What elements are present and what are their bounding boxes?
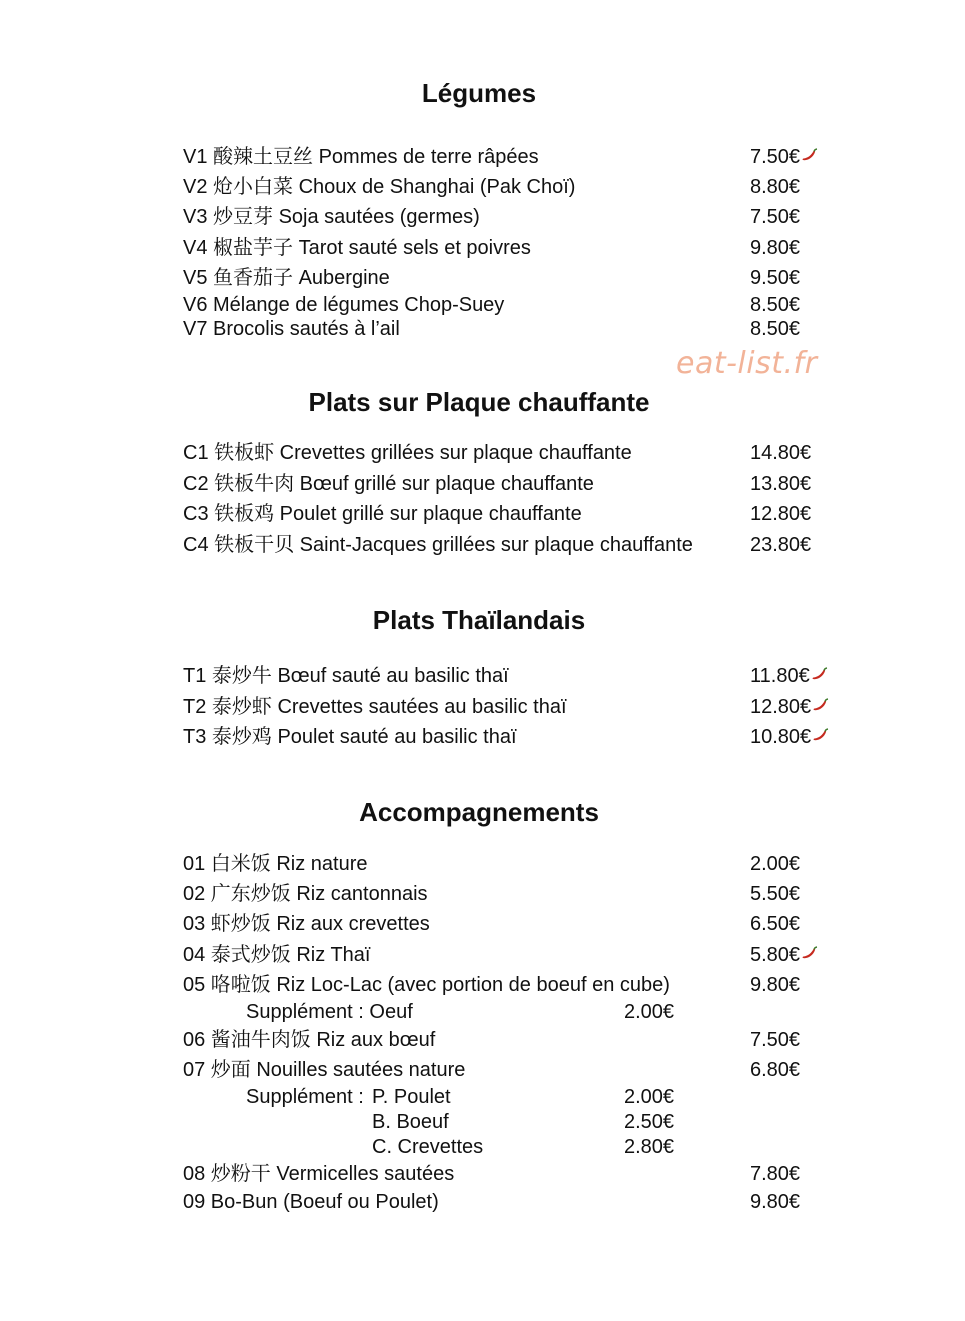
- menu-item-t3: [0, 724, 965, 750]
- menu-item-07: [0, 1057, 965, 1083]
- item-name: 02 广东炒饭 Riz cantonnais: [183, 883, 428, 905]
- menu-item-v1: [0, 144, 965, 170]
- item-price: 7.50€: [750, 146, 801, 168]
- item-price: 5.80€: [750, 944, 801, 966]
- menu-item-v6: [0, 292, 965, 318]
- item-price: 11.80€: [750, 665, 810, 687]
- menu-item-08: [0, 1161, 965, 1187]
- menu-item-v5: [0, 265, 965, 291]
- menu-item-01: [0, 851, 965, 877]
- section-title-accompagnements: Accompagnements: [359, 797, 599, 827]
- item-name: V2 炝小白菜 Choux de Shanghai (Pak Choï): [183, 176, 576, 198]
- item-name: V4 椒盐芋子 Tarot sauté sels et poivres: [183, 237, 531, 259]
- item-name: 04 泰式炒饭 Riz Thaï: [183, 944, 371, 966]
- item-price: 14.80€: [750, 442, 812, 464]
- supplement-row-oeuf: [0, 999, 965, 1025]
- item-price: 5.50€: [750, 883, 801, 905]
- item-name: T1 泰炒牛 Bœuf sauté au basilic thaï: [183, 665, 509, 687]
- item-name: V3 炒豆芽 Soja sautées (germes): [183, 206, 480, 228]
- item-price: 12.80€: [750, 696, 812, 718]
- supplement-row-crevettes: [0, 1134, 965, 1160]
- item-name: V5 鱼香茄子 Aubergine: [183, 267, 390, 289]
- item-price: 10.80€: [750, 726, 812, 748]
- item-price-cell: [750, 144, 818, 170]
- item-price: 23.80€: [750, 534, 812, 556]
- menu-item-02: [0, 881, 965, 907]
- item-price: 12.80€: [750, 503, 812, 525]
- menu-item-c4: [0, 532, 965, 558]
- item-name: T3 泰炒鸡 Poulet sauté au basilic thaï: [183, 726, 517, 748]
- menu-item-v7: [0, 316, 965, 342]
- item-price: 9.80€: [750, 974, 801, 996]
- item-price: 13.80€: [750, 473, 812, 495]
- supplement-price: 2.00€: [624, 1001, 675, 1023]
- item-price: 9.80€: [750, 1191, 801, 1213]
- item-price: 7.50€: [750, 1029, 801, 1051]
- item-price: 2.00€: [750, 853, 801, 875]
- item-price: 8.50€: [750, 318, 801, 340]
- item-price-cell: [750, 694, 829, 720]
- item-name: 01 白米饭 Riz nature: [183, 853, 368, 875]
- item-price: 8.80€: [750, 176, 801, 198]
- item-name: 05 咯啦饭 Riz Loc-Lac (avec portion de boeuf en cube): [183, 974, 670, 996]
- item-name: 09 Bo-Bun (Boeuf ou Poulet): [183, 1191, 439, 1213]
- menu-item-t1: [0, 663, 965, 689]
- menu-item-05: [0, 972, 965, 998]
- menu-item-c3: [0, 501, 965, 527]
- item-name: 08 炒粉干 Vermicelles sautées: [183, 1163, 455, 1185]
- item-name: C4 铁板干贝 Saint-Jacques grillées sur plaque chauffante: [183, 534, 693, 556]
- supplement-label: Supplément : Oeuf: [246, 1001, 413, 1023]
- supplement-price: 2.00€: [624, 1086, 675, 1108]
- item-price: 7.80€: [750, 1163, 801, 1185]
- item-price: 9.80€: [750, 237, 801, 259]
- menu-item-v3: [0, 204, 965, 230]
- supplement-row-boeuf: [0, 1109, 965, 1135]
- supplement-price: 2.80€: [624, 1136, 675, 1158]
- item-price: 6.50€: [750, 913, 801, 935]
- item-name: V7 Brocolis sautés à l’ail: [183, 318, 400, 340]
- supplement-name: C. Crevettes: [372, 1136, 484, 1158]
- menu-item-04: [0, 942, 965, 968]
- item-price-cell: [750, 663, 828, 689]
- section-title-legumes: Légumes: [421, 78, 537, 108]
- chili-icon: [813, 693, 829, 719]
- item-price: 6.80€: [750, 1059, 801, 1081]
- item-name: 06 酱油牛肉饭 Riz aux bœuf: [183, 1029, 436, 1051]
- item-price-cell: [750, 942, 818, 968]
- item-price: 9.50€: [750, 267, 801, 289]
- menu-item-v2: [0, 174, 965, 200]
- menu-item-c2: [0, 471, 965, 497]
- supplement-label: Supplément :: [246, 1086, 364, 1108]
- item-name: C1 铁板虾 Crevettes grillées sur plaque chauffante: [183, 442, 632, 464]
- chili-icon: [812, 662, 828, 688]
- menu-item-09: [0, 1189, 965, 1215]
- supplement-row-poulet: [0, 1084, 965, 1110]
- supplement-name: B. Boeuf: [372, 1111, 449, 1133]
- item-price: 7.50€: [750, 206, 801, 228]
- item-price: 8.50€: [750, 294, 801, 316]
- item-name: C3 铁板鸡 Poulet grillé sur plaque chauffante: [183, 503, 582, 525]
- section-title-thai: Plats Thaïlandais: [372, 605, 586, 635]
- item-name: 03 虾炒饭 Riz aux crevettes: [183, 913, 430, 935]
- item-name: V1 酸辣土豆丝 Pommes de terre râpées: [183, 146, 539, 168]
- menu-item-06: [0, 1027, 965, 1053]
- supplement-name: P. Poulet: [372, 1086, 451, 1108]
- watermark: eat-list.fr: [676, 346, 818, 381]
- chili-icon: [813, 723, 829, 749]
- menu-item-t2: [0, 694, 965, 720]
- chili-icon: [802, 143, 818, 169]
- item-name: C2 铁板牛肉 Bœuf grillé sur plaque chauffante: [183, 473, 594, 495]
- item-name: 07 炒面 Nouilles sautées nature: [183, 1059, 466, 1081]
- menu-item-v4: [0, 235, 965, 261]
- menu-item-c1: [0, 440, 965, 466]
- section-title-plaque: Plats sur Plaque chauffante: [308, 387, 650, 417]
- supplement-price: 2.50€: [624, 1111, 675, 1133]
- item-price-cell: [750, 724, 829, 750]
- chili-icon: [802, 941, 818, 967]
- item-name: T2 泰炒虾 Crevettes sautées au basilic thaï: [183, 696, 567, 718]
- menu-item-03: [0, 911, 965, 937]
- item-name: V6 Mélange de légumes Chop-Suey: [183, 294, 505, 316]
